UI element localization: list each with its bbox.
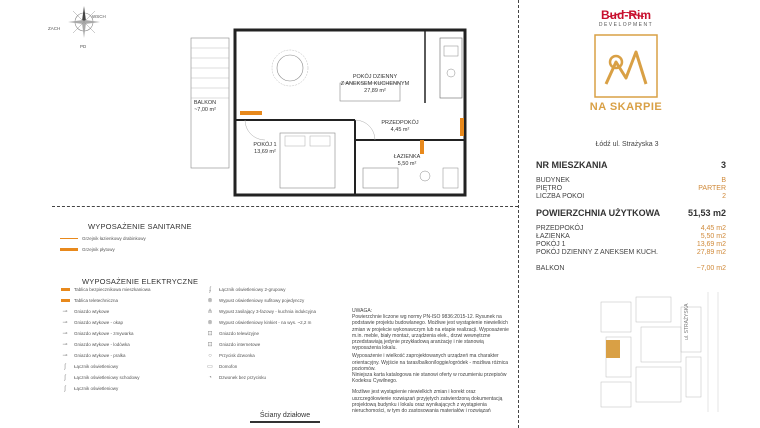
room-living (320, 74, 430, 95)
notes-title: UWAGA: (352, 308, 373, 314)
brand-sub: DEVELOPMENT (598, 22, 654, 28)
electrical-title: WYPOSAŻENIE ELEKTRYCZNE (82, 277, 199, 286)
site-plan (596, 292, 726, 412)
usable-area-label: POWIERZCHNIA UŻYTKOWA (536, 208, 661, 218)
room-room1-name: POKÓJ 1 (253, 142, 277, 148)
elec-item: ʃ Łącznik oświetleniowy (60, 383, 200, 394)
partition-walls-legend (250, 412, 320, 423)
elec-item: ʄ Łącznik oświetleniowy 2-grupowy (205, 284, 345, 295)
doorbell-button-icon: ○ (208, 352, 212, 359)
project-name: NA SKARPIE (589, 101, 663, 113)
socket-fridge-icon: ⊸ (62, 341, 68, 348)
brand-name: Bud-Rim (601, 8, 651, 22)
floor-plan (185, 28, 470, 198)
sanitary-item: Grzejnik łazienkowy drabinkowy (60, 233, 260, 244)
street-label: ul. STRAŻYSKA (684, 303, 690, 340)
balcony-row: BALKON ~7,00 m2 (536, 265, 726, 272)
elec-item: ⊗ Wypust oświetleniowy kinkiet - na wys. ~2,2 m (205, 317, 345, 328)
area-row: POKÓJ DZIENNY Z ANEKSEM KUCH. 27,89 m2 (536, 249, 726, 256)
room-living-area: 27,89 m² (364, 88, 386, 94)
room-balcony (185, 100, 225, 114)
divider-vertical (518, 0, 519, 428)
room-bath (382, 154, 432, 168)
panel-radiator-icon (60, 248, 78, 251)
room-balcony-area: ~7,00 m² (194, 107, 216, 113)
apartment-number-label: NR MIESZKANIA (536, 160, 608, 170)
elec-item: ʃ Łącznik oświetleniowy schodowy (60, 372, 200, 383)
telecom-board-icon (60, 298, 70, 304)
light-switch-icon: ʃ (64, 363, 66, 370)
elec-item: Tablica bezpiecznikowa mieszkaniowa (60, 284, 200, 295)
room-hall-name: PRZEDPOKÓJ (381, 120, 419, 126)
light-switch-icon: ʃ (64, 385, 66, 392)
room-hall-area: 4,45 m² (390, 127, 410, 133)
usable-area-value: 51,53 m2 (687, 208, 726, 218)
notes-p2: Wyposażenie i wielkość zaprojektowanych urządzeń ma charakter orientacyjny. Wyjście na taras/balkon/loggie/ogródek - możliwa różnica poziomów. (352, 353, 509, 372)
partition-walls-line (250, 421, 320, 423)
notes-p4: Możliwe jest wystąpienie niewielkich zmian i korekt oraz uszczegółowienie rozwiązań przyjętych zatwierdzoną dokumentacją projektową budynku i lokalu oraz wynikających z wystąpienia nieruchomości, w tym do zastosowania materiałów i rozwiązań (352, 389, 503, 415)
area-row: PRZEDPOKÓJ 4,45 m2 (536, 225, 726, 232)
elec-item: Tablica teletechniczna (60, 295, 200, 306)
room-hall (370, 120, 430, 134)
room-bath-area: 5,50 m² (397, 161, 417, 167)
partition-walls-label: Ściany działowe (259, 412, 311, 419)
room-room1 (235, 142, 295, 156)
room-balcony-name: BALKON (193, 100, 217, 106)
double-switch-icon: ʄ (209, 286, 211, 293)
compass-northwest: WSCH (92, 14, 106, 19)
ladder-radiator-icon (60, 238, 78, 239)
elec-item: ⊸ Gniazdo wtykowe - pralka (60, 350, 200, 361)
elec-item: ⊸ Gniazdo wtykowe - okap (60, 317, 200, 328)
room-living-name: POKÓJ DZIENNY (352, 74, 398, 80)
apartment-number: 3 (720, 160, 726, 170)
sanitary-title: WYPOSAŻENIE SANITARNE (88, 222, 192, 231)
compass-south: PD (80, 44, 87, 49)
elec-item: ⊗ Wypust oświetleniowy sufitowy pojedynczy (205, 295, 345, 306)
brand-logo (586, 4, 666, 28)
elec-item: ⊸ Gniazdo wtykowe - lodówka (60, 339, 200, 350)
socket-hood-icon: ⊸ (62, 319, 68, 326)
elec-item: ʃ Łącznik oświetleniowy (60, 361, 200, 372)
notes-p3: Niniejsza karta katalogowa nie stanowi oferty w rozumieniu przepisów Kodeksu Cywilnego. (352, 372, 507, 385)
stair-switch-icon: ʃ (64, 374, 66, 381)
sanitary-legend (60, 233, 260, 255)
tv-socket-icon: ⊡ (207, 330, 213, 337)
notes-p1: Powierzchnie liczone wg normy PN-ISO 9836:2015-12. Rysunek na podstawie projektu budowlanego. Możliwe jest wystąpienie niewielkich zmian w projekcie wykonawczym lub na etapie realizacji. Wyposażenie m.in. meble, biały montaż, urządzenia elek., drzwi wewnętrzne przedstawiają jedynie przykładową aranżację i nie stanowią wyposażenia lokalu. (352, 314, 509, 352)
ceiling-light-icon: ⊗ (207, 297, 213, 304)
area-row: POKÓJ 1 13,69 m2 (536, 241, 726, 248)
compass (58, 2, 108, 47)
socket-dishwasher-icon: ⊸ (62, 330, 68, 337)
detail-row: PIĘTRO PARTER (536, 185, 726, 192)
elec-item: ⊸ Gniazdo wtykowe - zmywarka (60, 328, 200, 339)
electrical-col1 (60, 284, 200, 394)
room-living-name2: Z ANEKSEM KUCHENNYM (340, 81, 410, 87)
area-row: ŁAZIENKA 5,50 m2 (536, 233, 726, 240)
doorbell-icon: ◔ (208, 374, 212, 381)
elec-item: ⊡ Gniazdo internetowe (205, 339, 345, 350)
elec-item: ▭ Domofon (205, 361, 345, 372)
room-bath-name: ŁAZIENKA (393, 154, 421, 160)
internet-socket-icon: ⊡ (207, 341, 213, 348)
electrical-col2 (205, 284, 345, 383)
elec-item: ○ Przycisk dzwonka (205, 350, 345, 361)
detail-row: LICZBA POKOI 2 (536, 193, 726, 200)
intercom-icon: ▭ (207, 363, 213, 370)
divider-horizontal (52, 206, 518, 207)
compass-west: ZACH (48, 26, 61, 31)
socket-washer-icon: ⊸ (62, 352, 68, 359)
notes (352, 308, 510, 414)
apartment-info (536, 160, 726, 273)
sanitary-item: Grzejnik płytowy (60, 244, 260, 255)
room-room1-area: 13,69 m² (254, 149, 276, 155)
three-phase-icon: ⋔ (207, 308, 213, 315)
wall-light-icon: ⊗ (207, 319, 213, 326)
project-address: Łódź ul. Strażyska 3 (595, 141, 659, 148)
socket-icon: ⊸ (62, 308, 68, 315)
elec-item: ◔ Dzwonek bez przycisku (205, 372, 345, 383)
fuse-board-icon (60, 287, 70, 293)
detail-row: BUDYNEK B (536, 177, 726, 184)
elec-item: ⊡ Gniazdo telewizyjne (205, 328, 345, 339)
elec-item: ⋔ Wypust zasilający 3-fazowy - kuchnia indukcyjna (205, 306, 345, 317)
elec-item: ⊸ Gniazdo wtykowe (60, 306, 200, 317)
